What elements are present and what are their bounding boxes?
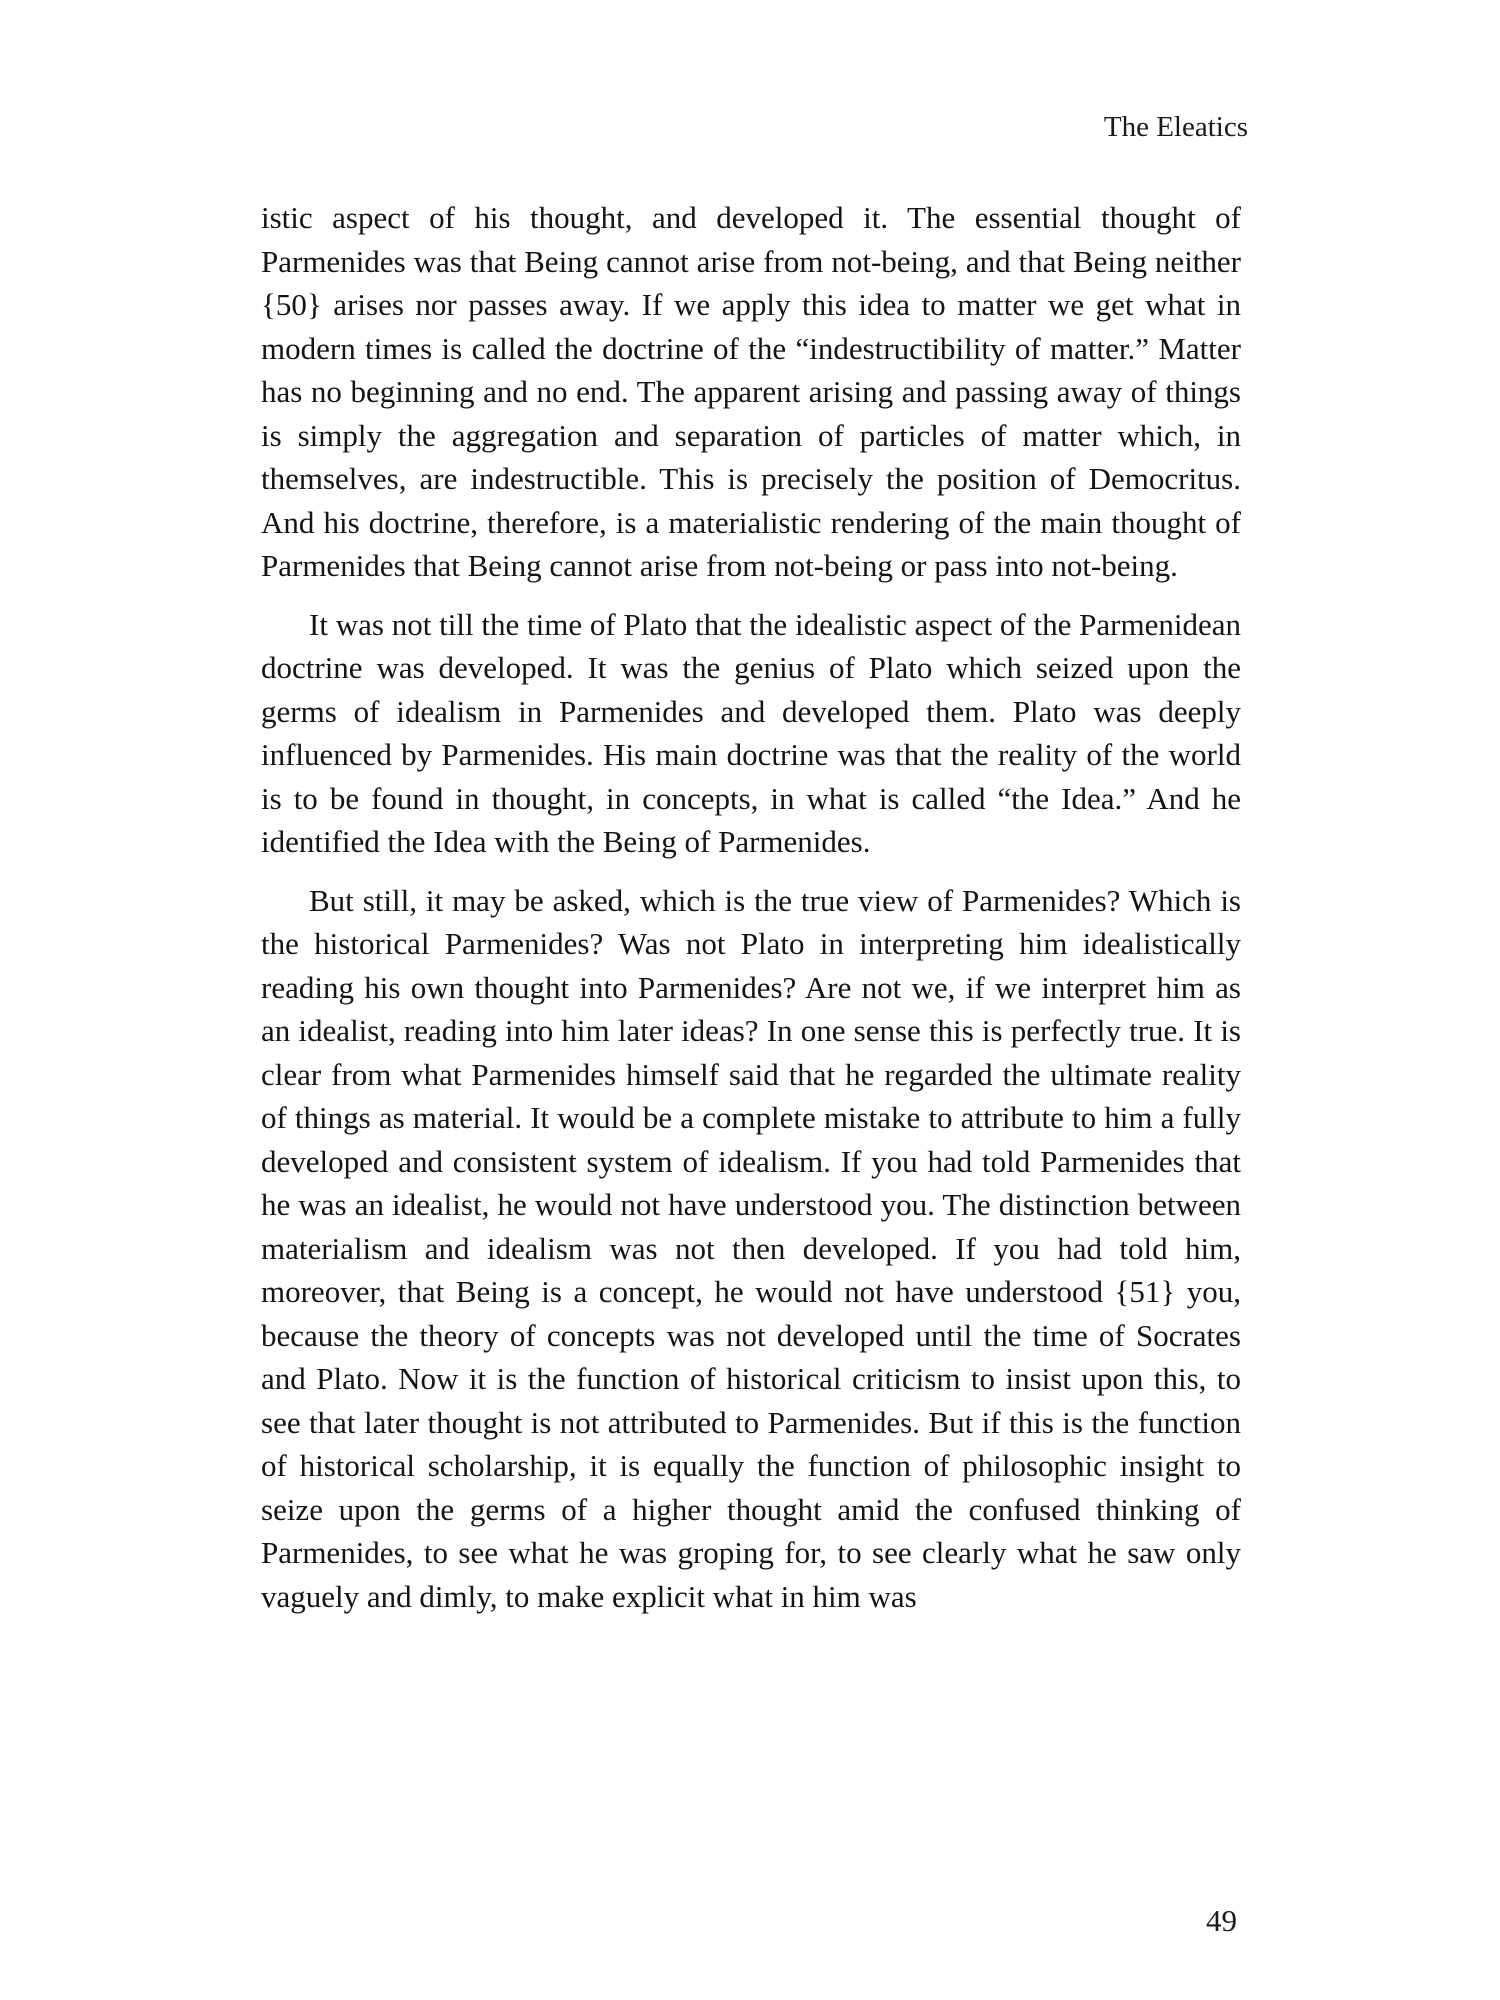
paragraph: But still, it may be asked, which is the true view of Parmenides? Which is the historical Parmenides? Was not Plato in interpreting him idealistically reading his own thought into Parmenides? Are not we, if we interpret him as an idealist, reading into him later ideas? In one sense this is perfectly true. It is clear from what Parmenides himself said that he regarded the ultimate reality of things as material. It would be a complete mistake to attribute to him a fully developed and consistent system of idealism. If you had told Parmenides that he was an idealist, he would not have understood you. The distinction between materialism and idealism was not then developed. If you had told him, moreover, that Being is a concept, he would not have understood {51} you, because the theory of concepts was not developed until the time of Socrates and Plato. Now it is the function of historical criticism to insist upon this, to see that later thought is not attributed to Parmenides. But if this is the function of historical scholarship, it is equally the function of philosophic insight to seize upon the germs of a higher thought amid the confused thinking of Parmenides, to see what he was groping for, to see clearly what he saw only vaguely and dimly, to make explicit what in him was <box>261 882 1241 1614</box>
paragraph: It was not till the time of Plato that the idealistic aspect of the Parmenidean doctrine was developed. It was the genius of Plato which seized upon the germs of idealism in Parmenides and developed them. Plato was deeply influenced by Parmenides. His main doctrine was that the reality of the world is to be found in thought, in concepts, in what is called “the Idea.” And he identified the Idea with the Being of Parmenides. <box>261 606 1241 859</box>
running-head: The Eleatics <box>1103 111 1248 143</box>
page-number: 49 <box>1206 1903 1237 1938</box>
paragraph: istic aspect of his thought, and developed it. The essential thought of Parmenides was that Being cannot arise from not-being, and that Being neither {50} arises nor passes away. If we apply this idea to matter we get what in modern times is called the doctrine of the “indestructibility of matter.” Matter has no beginning and no end. The apparent arising and passing away of things is simply the aggregation and separation of particles of matter which, in themselves, are indestructible. This is precisely the position of Democritus. And his doctrine, therefore, is a materialistic rendering of the main thought of Parmenides that Being cannot arise from not-being or pass into not-being. <box>261 200 1241 583</box>
body-text <box>261 196 1241 1618</box>
